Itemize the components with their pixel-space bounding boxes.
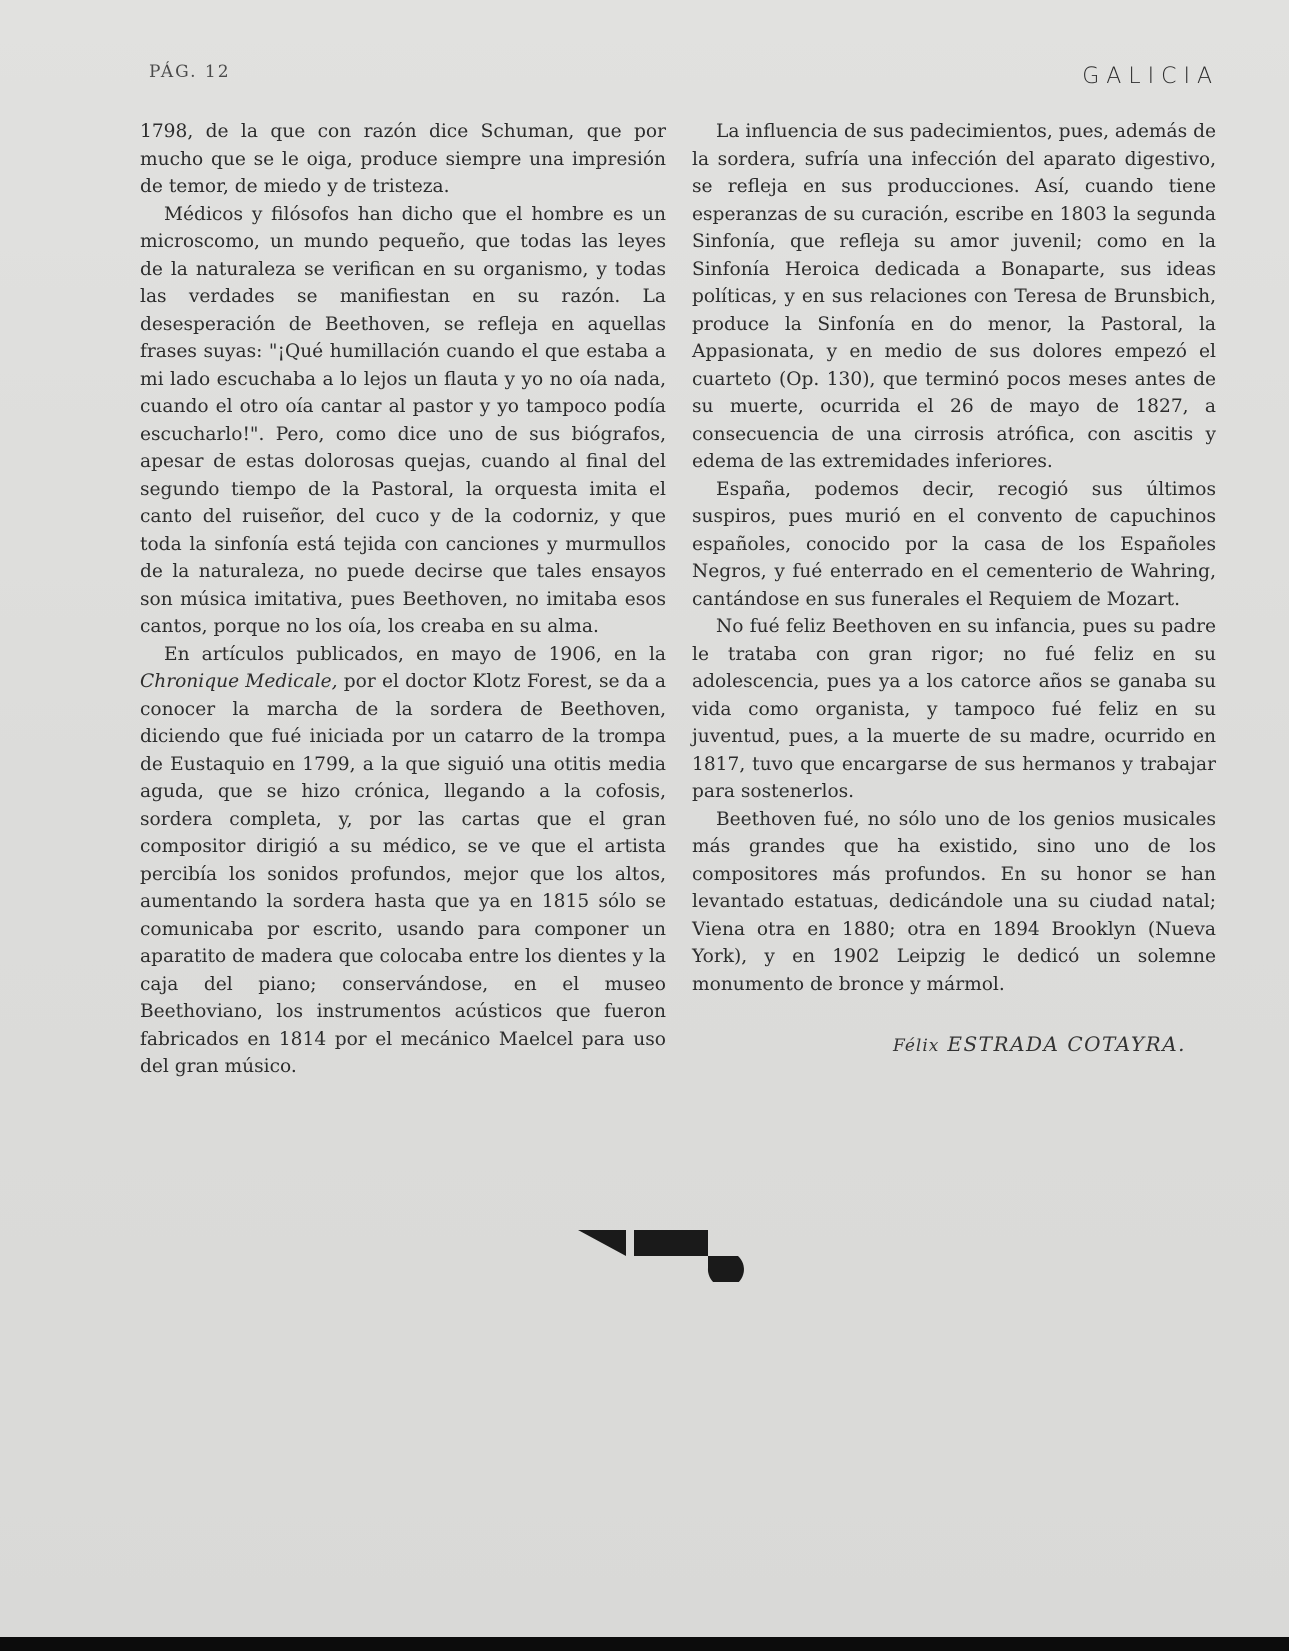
author-first-name: Félix [892, 1036, 940, 1056]
paragraph: Médicos y filósofos han dicho que el hombre es un microscomo, un mundo pequeño, que todas las leyes de la naturaleza se verifican en su organismo, y todas las verdades se manifiestan en su razón. La desesperación de Beethoven, se refleja en aquellas frases suyas: "¡Qué humillación cuando el que estaba a mi lado escuchaba a lo lejos un flauta y yo no oía nada, cuando el otro oía cantar al pastor y yo tampoco podía escucharlo!". Pero, como dice uno de sus biógrafos, apesar de estas dolorosas quejas, cuando al final del segundo tiempo de la Pastoral, la orquesta imita el canto del ruiseñor, del cuco y de la codorniz, y que toda la sinfonía está tejida con canciones y murmullos de la naturaleza, no puede decirse que tales ensayos son música imitativa, pues Beethoven, no imitaba esos cantos, porque no los oía, los creaba en su alma. [140, 203, 666, 637]
right-column [692, 118, 1216, 998]
author-signature [893, 1032, 1186, 1056]
publication-title: Chronique Medicale, [140, 671, 338, 692]
page-number: PÁG. 12 [149, 62, 231, 82]
paragraph: Beethoven fué, no sólo uno de los genios musicales más grandes que ha existido, sino uno de los compositores más profundos. En su honor se han levantado estatuas, dedicándole una su ciudad natal; Viena otra en 1880; otra en 1894 Brooklyn (Nueva York), y en 1902 Leipzig le dedicó un solemne monumento de bronce y mármol. [692, 808, 1216, 995]
ornament-bar [634, 1230, 708, 1256]
paragraph [140, 641, 666, 1081]
paragraph: No fué feliz Beethoven en su infancia, pues su padre le trataba con gran rigor; no fué feliz en su adolescencia, pues ya a los catorce años se ganaba su vida como organista, y tampoco fué feliz en su juventud, pues, a la muerte de su madre, ocurrido en 1817, tuvo que encargarse de sus hermanos y trabajar para sostenerlos. [692, 616, 1216, 802]
scan-edge [0, 1637, 1289, 1651]
paragraph-text: En artículos publicados, en mayo de 1906, en la [164, 643, 666, 665]
ornament-wedge [578, 1230, 626, 1256]
left-column [140, 118, 666, 1081]
journal-title: GALICIA [1082, 64, 1219, 89]
paragraph: 1798, de la que con razón dice Schuman, que por mucho que se le oiga, produce siempre una impresión de temor, de miedo y de tristeza. [140, 121, 666, 197]
paragraph: La influencia de sus padecimientos, pues, además de la sordera, sufría una infección del aparato digestivo, se refleja en sus producciones. Así, cuando tiene esperanzas de su curación, escribe en 1803 la segunda Sinfonía, que refleja su amor juvenil; como en la Sinfonía Heroica dedicada a Bonaparte, sus ideas políticas, y en sus relaciones con Teresa de Brunsbich, produce la Sinfonía en do menor, la Pastoral, la Appasionata, y en medio de sus dolores empezó el cuarteto (Op. 130), que terminó pocos meses antes de su muerte, ocurrida el 26 de mayo de 1827, a consecuencia de una cirrosis atrófica, con ascitis y edema de las extremidades inferiores. [692, 121, 1216, 472]
ornament-curl [708, 1256, 744, 1282]
author-surname: ESTRADA COTAYRA. [947, 1032, 1186, 1056]
paragraph: España, podemos decir, recogió sus últimos suspiros, pues murió en el convento de capuchinos españoles, conocido por la casa de los Españoles Negros, y fué enterrado en el cementerio de Wahring, cantándose en sus funerales el Requiem de Mozart. [692, 478, 1216, 610]
paragraph-text: por el doctor Klotz Forest, se da a conocer la marcha de la sordera de Beethoven, diciendo que fué iniciada por un catarro de la trompa de Eustaquio en 1799, a la que siguió una otitis media aguda, que se hizo crónica, llegando a la cofosis, sordera completa, y, por las cartas que el gran compositor dirigió a su médico, se ve que el artista percibía los sonidos profundos, mejor que los altos, aumentando la sordera hasta que ya en 1815 sólo se comunicaba por escrito, usando para componer un aparatito de madera que colocaba entre los dientes y la caja del piano; conservándose, en el museo Beethoviano, los instrumentos acústicos que fueron fabricados en 1814 por el mecánico Maelcel para uso del gran músico. [140, 671, 666, 1077]
decorative-ornament-icon [578, 1230, 746, 1282]
